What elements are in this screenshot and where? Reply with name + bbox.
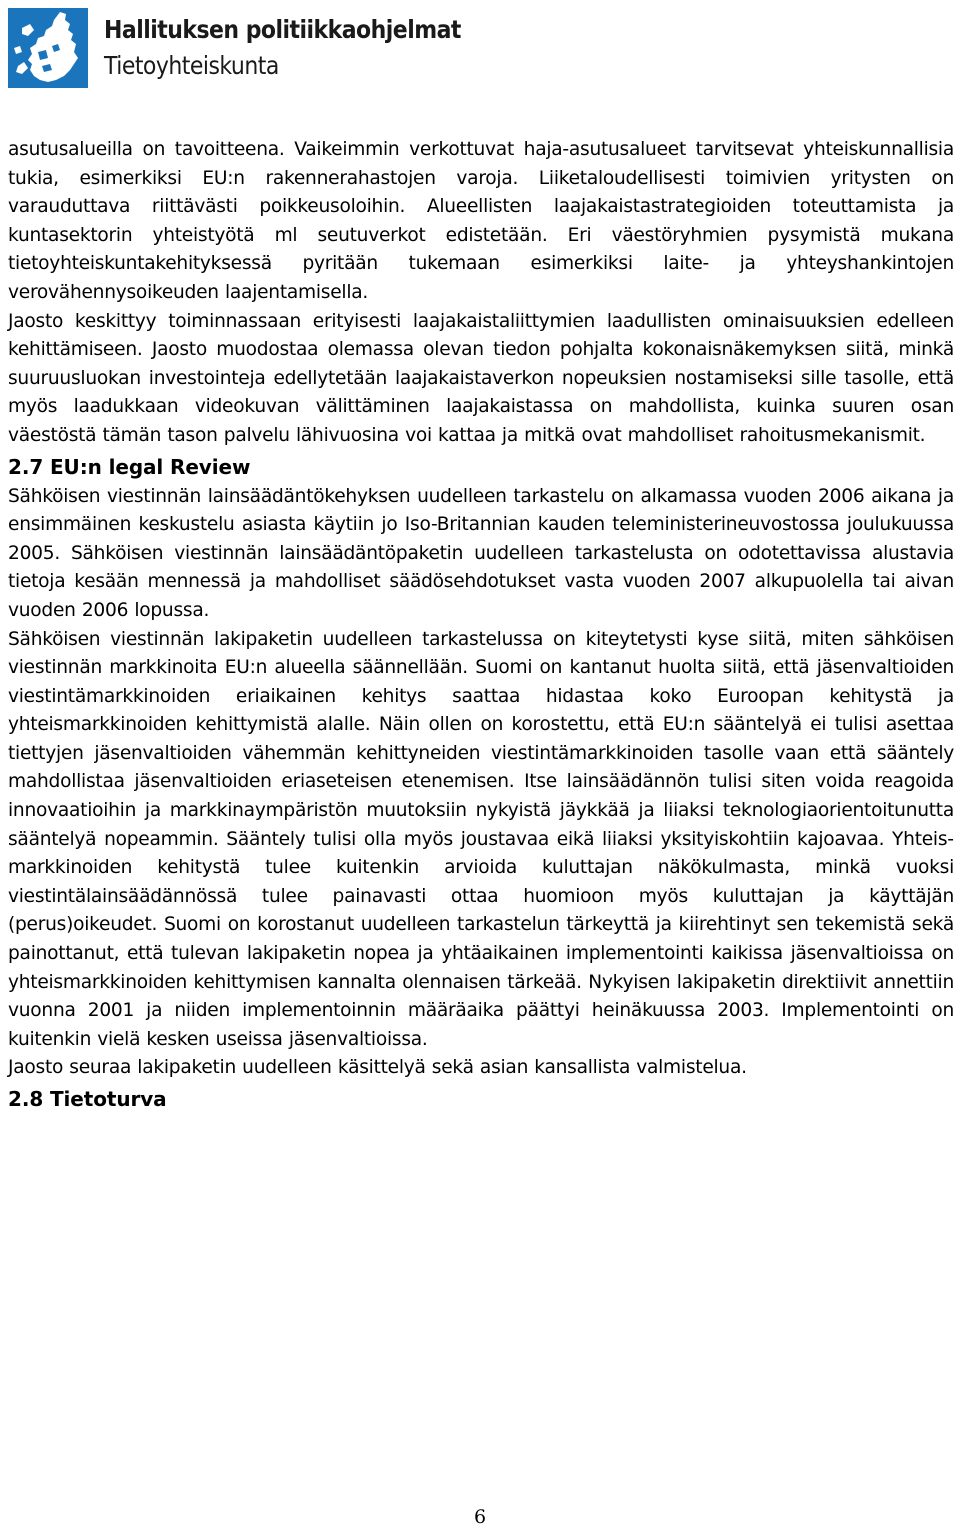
document-header (8, 8, 510, 88)
logo-subtitle: Tietoyhteiskunta (104, 51, 279, 80)
section-heading-2-8: 2.8 Tietoturva (8, 1087, 167, 1111)
paragraph-legal-review-detail: Sähköisen viestinnän lakipaketin uudelleen tarkastelussa on kiteytetysti kyse siitä, miten sähköisen viestinnän markkinoita EU:n alueella säännellään. Suomi on kantanut huolta siitä, että jäsenvaltioiden viestintämarkkinoiden eriaikainen kehitys saattaa hidastaa koko Euroopan kehitystä ja yhteismarkkinoiden kehittymistä alalle. Näin ollen on korostettu, että EU:n sääntelyä ei tulisi asettaa tiettyjen jäsenvaltioiden vähemmän kehittyneiden viestintämarkkinoiden tasolle vaan että sääntely mahdollistaa jäsenvaltioiden eriaseteisen etenemisen. Itse lainsäädännön tulisi siten voida reagoida innovaatioihin ja markkinaympäristön muutoksiin nykyistä jäykkää ja liiaksi teknologiaorientoitunutta sääntelyä nopeammin. Sääntely tulisi olla myös joustavaa eikä liiaksi yksityiskohtiin kajoavaa. Yhteismarkkinoiden kehitystä tulee kuitenkin arvioida kuluttajan näkökulmasta, minkä vuoksi viestintälainsäädännössä tulee painavasti ottaa huomioon myös kuluttajan ja käyttäjän (perus)oikeudet. Suomi on korostanut uudelleen tarkastelun tärkeyttä ja kiirehtinyt sen tekemistä sekä painottanut, että tulevan lakipaketin nopea ja yhtäaikainen implementointi kaikissa jäsenvaltioissa on yhteismarkkinoiden kehittymisen kannalta olennaisen tärkeää. Nykyisen lakipaketin direktiivit annettiin vuonna 2001 ja niiden implementoinnin määräaika päättyi heinäkuussa 2003. Implementointi on kuitenkin vielä kesken useissa jäsenvaltioissa. (8, 628, 954, 1050)
document-body (8, 136, 954, 1115)
logo-wordmark (104, 15, 510, 81)
finland-map-logo-icon (8, 8, 88, 88)
paragraph-broadband-regional: asutusalueilla on tavoitteena. Vaikeimmin verkottuvat haja-asutusalueet tarvitsevat yhteiskunnallisia tukia, esimerkiksi EU:n rakennerahastojen varoja. Liiketaloudellisesti toimivien yritysten on varauduttava riittävästi poikkeusoloihin. Alueellisten laajakaistastrategioiden toteuttamista ja kuntasektorin yhteistyötä ml seutuverkot edistetään. Eri väestöryhmien pysymistä mukana tietoyhteiskuntakehityksessä pyritään tukemaan esimerkiksi laite- ja yhteyshankintojen verovähennysoikeuden laajentamisella. (8, 139, 954, 303)
paragraph-jaosto-follows: Jaosto seuraa lakipaketin uudelleen käsittelyä sekä asian kansallista valmistelua. (8, 1057, 747, 1079)
paragraph-jaosto-focus: Jaosto keskittyy toiminnassaan erityisesti laajakaistaliittymien laadullisten ominaisuuksien edelleen kehittämiseen. Jaosto muodostaa olemassa olevan tiedon pohjalta kokonaisnäkemyksen siitä, minkä suuruusluokan investointeja edellytetään laajakaistaverkon nopeuksien nostamiseksi sille tasolle, että myös laadukkaan videokuvan välittäminen laajakaistassa on mahdollista, kuinka suuren osan väestöstä tämän tason palvelu lähivuosina voi kattaa ja mitkä ovat mahdolliset rahoitusmekanismit. (8, 310, 954, 446)
paragraph-legal-review-intro: Sähköisen viestinnän lainsäädäntökehyksen uudelleen tarkastelu on alkamassa vuoden 2006 aikana ja ensimmäinen keskustelu asiasta käytiin jo Iso-Britannian kauden teleministerineuvostossa joulukuussa 2005. Sähköisen viestinnän lainsäädäntöpaketin uudelleen tarkastelusta on odotettavissa alustavia tietoja kesään mennessä ja mahdolliset säädösehdotukset vasta vuoden 2007 alkupuolella tai aivan vuoden 2006 lopussa. (8, 485, 954, 621)
logo-title: Hallituksen politiikkaohjelmat (104, 15, 461, 44)
page-number: 6 (473, 1506, 487, 1528)
section-heading-2-7: 2.7 EU:n legal Review (8, 454, 251, 479)
